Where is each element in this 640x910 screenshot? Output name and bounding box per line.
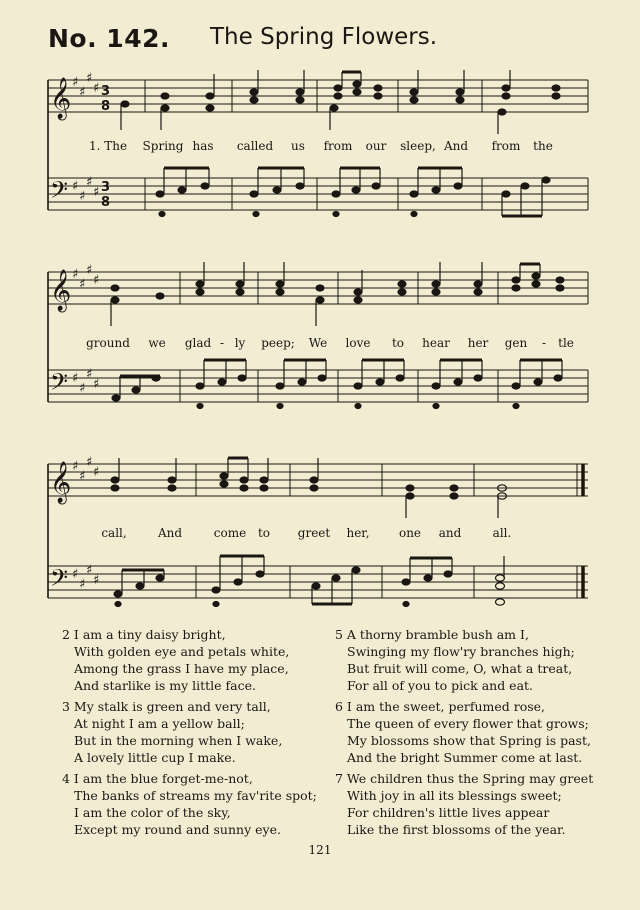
lyric-syllable: hear [422,336,450,350]
svg-text:♯: ♯ [93,81,100,96]
lyric-syllable: to [257,526,271,540]
svg-text:𝄞: 𝄞 [50,78,72,119]
verse-line: At night I am a yellow ball; [74,716,245,731]
lyric-hyphen: - [219,336,225,350]
lyric-syllable: greet [297,526,331,540]
lyric-syllable: And [443,139,469,153]
lyric-syllable: our [365,139,387,153]
hymn-number: No. 142. [48,24,170,53]
lyric-syllable: gen [504,336,528,350]
verse-5 [335,626,575,694]
svg-text:♯: ♯ [93,573,100,588]
svg-text:♯: ♯ [86,71,93,86]
svg-text:♯: ♯ [79,277,86,292]
svg-text:♯: ♯ [79,577,86,592]
lyric-syllable: ly [234,336,246,350]
svg-text:♯: ♯ [72,567,79,582]
svg-text:♯: ♯ [86,563,93,578]
hymn-title: The Spring Flowers. [210,24,438,50]
lyric-syllable: us [291,139,305,153]
verse-6 [335,698,591,766]
verse-line: With golden eye and petals white, [74,644,290,659]
svg-text:𝄞: 𝄞 [50,270,72,311]
lyric-syllable: 1. The [88,139,128,153]
lyric-syllable: and [438,526,462,540]
svg-text:♯: ♯ [93,465,100,480]
verse-line: Among the grass I have my place, [74,661,289,676]
svg-text:♯: ♯ [72,179,79,194]
lyric-syllable: call, [101,526,127,540]
page-number: 121 [308,843,332,857]
lyric-syllable: from [323,139,353,153]
lyric-syllable: to [391,336,405,350]
verse-line: 2 I am a tiny daisy bright, [62,627,226,642]
svg-text:3: 3 [101,84,111,99]
svg-text:♯: ♯ [93,377,100,392]
verse-3 [62,698,282,766]
verse-line: Except my round and sunny eye. [74,822,281,837]
svg-text:𝄢: 𝄢 [50,368,69,401]
svg-text:8: 8 [101,195,111,210]
verse-line: Swinging my flow'ry branches high; [347,644,575,659]
svg-text:3: 3 [101,180,111,195]
lyric-syllable: And [157,526,183,540]
verse-4 [62,770,317,838]
svg-text:♯: ♯ [86,175,93,190]
verse-line: 3 My stalk is green and very tall, [62,699,271,714]
verse-line: 4 I am the blue forget-me-not, [62,771,253,786]
svg-text:♯: ♯ [79,85,86,100]
svg-text:♯: ♯ [79,189,86,204]
lyric-syllable: tle [558,336,574,350]
verse-line: I am the color of the sky, [74,805,231,820]
lyric-syllable: has [192,139,214,153]
lyric-syllable: sleep, [400,139,436,153]
verse-2 [62,626,289,694]
music-system-2 [0,260,640,420]
verse-line: With joy in all its blessings sweet; [347,788,562,803]
verse-line: And starlike is my little face. [74,678,256,693]
lyric-syllable: her, [346,526,370,540]
lyric-syllable: love [345,336,371,350]
lyric-syllable: from [491,139,521,153]
lyric-syllable: ground [86,336,130,350]
verse-line: 6 I am the sweet, perfumed rose, [335,699,546,714]
svg-text:♯: ♯ [93,185,100,200]
svg-text:♯: ♯ [93,273,100,288]
lyric-hyphen: - [541,336,547,350]
lyric-syllable: the [533,139,553,153]
verse-line: For children's little lives appear [347,805,550,820]
svg-text:𝄢: 𝄢 [50,176,69,209]
verse-line: 7 We children thus the Spring may greet [335,771,594,786]
svg-text:♯: ♯ [72,75,79,90]
verse-line: But in the morning when I wake, [74,733,283,748]
svg-text:8: 8 [101,99,111,114]
verse-line: But fruit will come, O, what a treat, [347,661,573,676]
verse-line: For all of you to pick and eat. [347,678,534,693]
lyric-syllable: glad [184,336,212,350]
lyric-syllable: called [236,139,274,153]
verse-line: A lovely little cup I make. [74,750,236,765]
lyric-syllable: We [308,336,328,350]
lyric-syllable: peep; [261,336,295,350]
verse-line: And the bright Summer come at last. [347,750,583,765]
music-system-1 [0,68,640,228]
svg-text:♯: ♯ [79,469,86,484]
lyric-syllable: one [398,526,422,540]
verse-line: 5 A thorny bramble bush am I, [335,627,529,642]
lyric-syllable: come [213,526,247,540]
svg-text:♯: ♯ [86,367,93,382]
svg-text:♯: ♯ [72,459,79,474]
svg-text:♯: ♯ [72,267,79,282]
svg-text:𝄞: 𝄞 [50,462,72,503]
lyric-syllable: her [467,336,489,350]
lyric-syllable: we [148,336,166,350]
svg-text:♯: ♯ [86,263,93,278]
verse-line: My blossoms show that Spring is past, [347,733,591,748]
lyric-syllable: all. [492,526,512,540]
verse-7 [335,770,593,838]
svg-text:♯: ♯ [79,381,86,396]
svg-text:♯: ♯ [72,371,79,386]
svg-text:♯: ♯ [86,455,93,470]
music-system-3 [0,452,640,612]
svg-text:𝄢: 𝄢 [50,564,69,597]
verse-line: The queen of every flower that grows; [347,716,589,731]
verse-line: Like the first blossoms of the year. [347,822,566,837]
verse-line: The banks of streams my fav'rite spot; [74,788,317,803]
lyric-syllable: Spring [142,139,184,153]
